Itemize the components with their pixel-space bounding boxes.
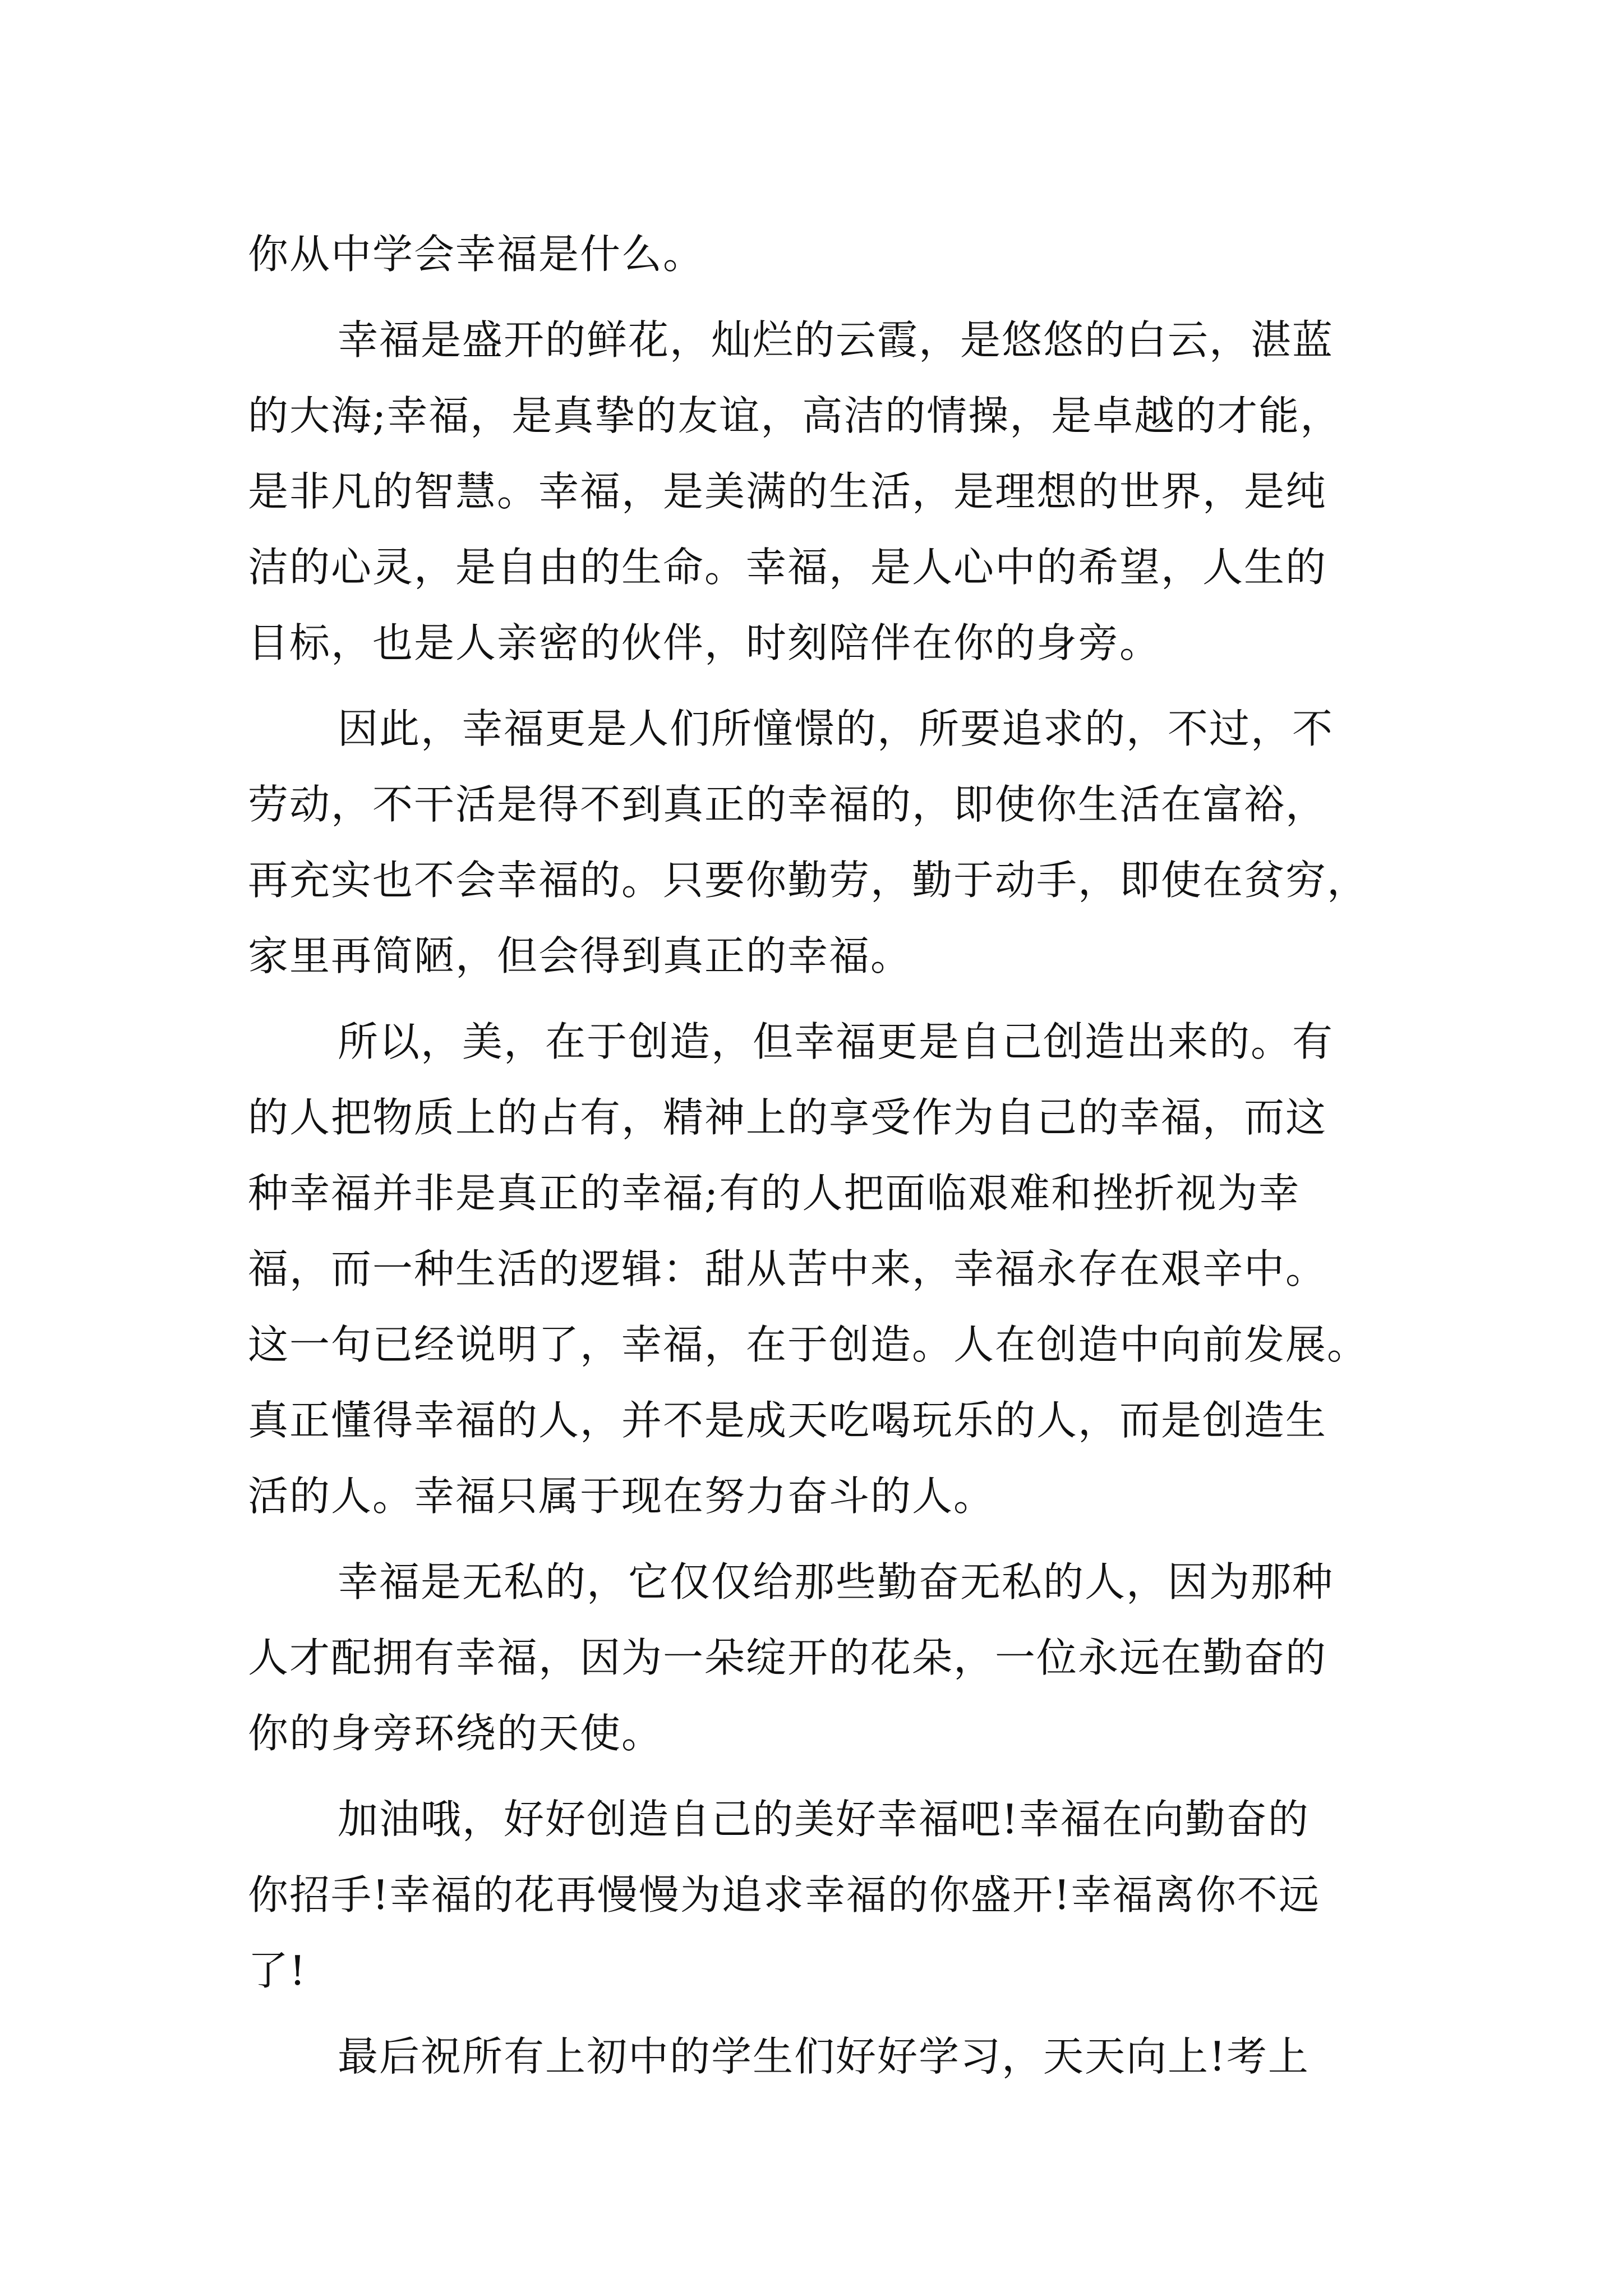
- text-line: 了!: [248, 1947, 307, 1994]
- text-line: 目标，也是人亲密的伙伴，时刻陪伴在你的身旁。: [248, 619, 1161, 666]
- text-line: 家里再简陋，但会得到真正的幸福。: [248, 932, 912, 979]
- text-line: 是非凡的智慧。幸福，是美满的生活，是理想的世界，是纯: [248, 468, 1327, 515]
- text-line: 你招手!幸福的花再慢慢为追求幸福的你盛开!幸福离你不远: [248, 1871, 1320, 1918]
- paragraph: [248, 1544, 1398, 1772]
- text-line: 洁的心灵，是自由的生命。幸福，是人心中的希望，人生的: [248, 544, 1327, 591]
- paragraph: [248, 302, 1398, 681]
- text-line: 加油哦，好好创造自己的美好幸福吧!幸福在向勤奋的: [338, 1796, 1310, 1843]
- paragraph: [248, 1782, 1398, 2009]
- text-line: 你从中学会幸福是什么。: [248, 231, 705, 278]
- text-line: 幸福是无私的，它仅仅给那些勤奋无私的人，因为那种: [338, 1558, 1334, 1605]
- text-line: 最后祝所有上初中的学生们好好学习，天天向上!考上: [338, 2033, 1310, 2080]
- text-line: 活的人。幸福只属于现在努力奋斗的人。: [248, 1473, 995, 1520]
- paragraph: [248, 2019, 1398, 2095]
- text-line: 所以，美，在于创造，但幸福更是自己创造出来的。有: [338, 1018, 1334, 1065]
- paragraph: [248, 1004, 1398, 1534]
- text-line: 的人把物质上的占有，精神上的享受作为自己的幸福，而这: [248, 1094, 1327, 1141]
- text-line: 因此，幸福更是人们所憧憬的，所要追求的，不过，不: [338, 705, 1334, 752]
- document-body: [248, 217, 1398, 2095]
- text-line: 幸福是盛开的鲜花，灿烂的云霞，是悠悠的白云，湛蓝: [338, 316, 1334, 364]
- text-line: 人才配拥有幸福，因为一朵绽开的花朵，一位永远在勤奋的: [248, 1634, 1327, 1681]
- text-line: 种幸福并非是真正的幸福;有的人把面临艰难和挫折视为幸: [248, 1170, 1301, 1217]
- text-line: 的大海;幸福，是真挚的友谊，高洁的情操，是卓越的才能，: [248, 392, 1342, 439]
- text-line: 真正懂得幸福的人，并不是成天吃喝玩乐的人，而是创造生: [248, 1397, 1327, 1444]
- text-line: 劳动，不干活是得不到真正的幸福的，即使你生活在富裕，: [248, 781, 1327, 828]
- text-line: 福，而一种生活的逻辑：甜从苦中来，幸福永存在艰辛中。: [248, 1245, 1327, 1292]
- paragraph: [248, 217, 1398, 292]
- text-line: 你的身旁环绕的天使。: [248, 1710, 663, 1757]
- paragraph: [248, 691, 1398, 994]
- text-line: 再充实也不会幸福的。只要你勤劳，勤于动手，即使在贫穷，: [248, 857, 1369, 904]
- text-line: 这一句已经说明了，幸福，在于创造。人在创造中向前发展。: [248, 1321, 1369, 1368]
